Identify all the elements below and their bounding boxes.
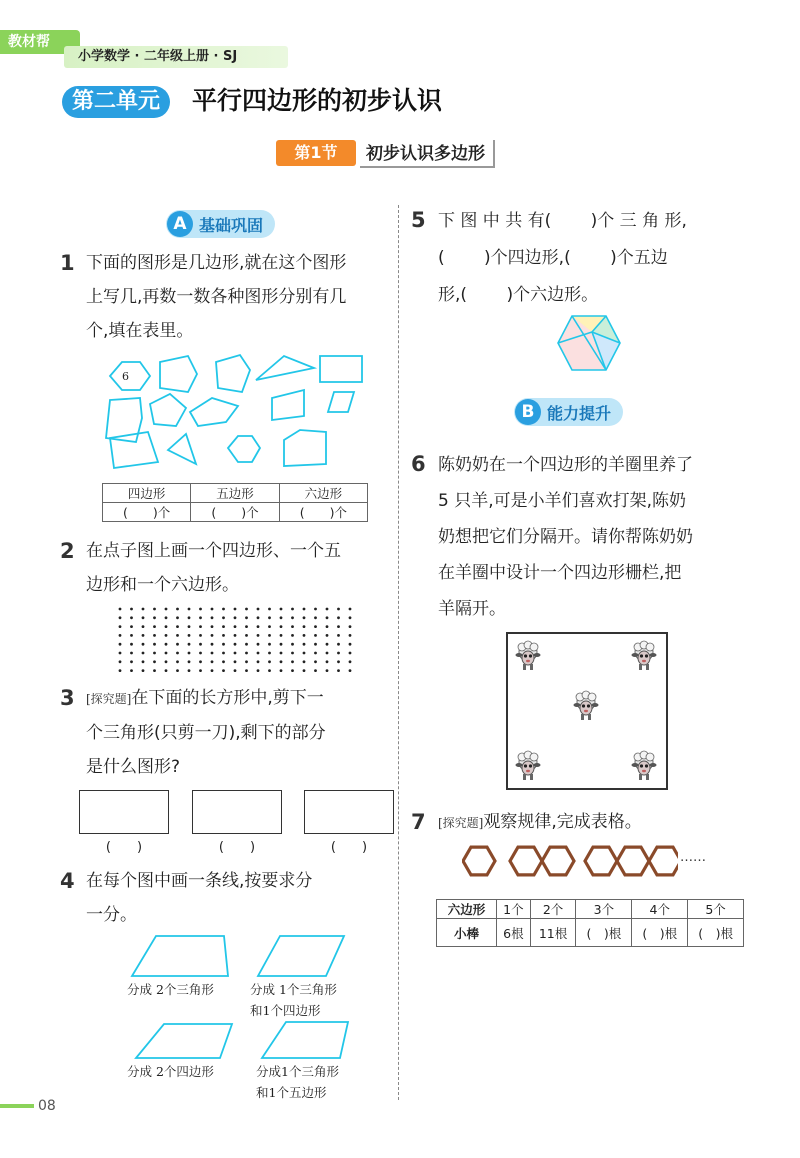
- grid-dot: [176, 652, 179, 655]
- grid-dot: [222, 625, 225, 628]
- grid-dot: [349, 608, 352, 611]
- grid-dot: [349, 616, 352, 619]
- grid-dot: [130, 625, 133, 628]
- q6-line-3: 奶想把它们分隔开。请你帮陈奶奶: [438, 527, 693, 547]
- q1-answer-table: [102, 483, 368, 522]
- q4-trapezoid: [132, 936, 228, 976]
- grid-dot: [211, 660, 214, 663]
- grid-dot: [314, 652, 317, 655]
- stick-hexagon-group-1: [463, 847, 495, 875]
- grid-dot: [199, 643, 202, 646]
- grid-dot: [153, 625, 156, 628]
- grid-dot: [257, 608, 260, 611]
- q4-caption-3: [127, 1061, 214, 1082]
- q4-cap4-line1: 分成1个三角形: [256, 1064, 339, 1079]
- grid-dot: [176, 625, 179, 628]
- q7-row1-cell: 2个: [530, 900, 576, 919]
- q3-line-2: 个三角形(只剪一刀),剩下的部分: [86, 723, 326, 743]
- grid-dot: [268, 643, 271, 646]
- grid-dot: [337, 608, 340, 611]
- q3-line-1: 在下面的长方形中,剪下一: [131, 688, 324, 708]
- grid-dot: [176, 660, 179, 663]
- grid-dot: [119, 634, 122, 637]
- grid-dot: [349, 625, 352, 628]
- part-a-letter: A: [167, 211, 193, 237]
- polygon-5: [320, 356, 362, 382]
- grid-dot: [234, 652, 237, 655]
- grid-dot: [211, 608, 214, 611]
- q4-line-1: 在每个图中画一条线,按要求分: [86, 871, 313, 891]
- polygon-10: [328, 392, 354, 412]
- grid-dot: [291, 660, 294, 663]
- grid-dot: [188, 608, 191, 611]
- grid-dot: [245, 652, 248, 655]
- grid-dot: [257, 652, 260, 655]
- column-divider: [398, 205, 399, 1100]
- example-label: 6: [122, 370, 129, 383]
- grid-dot: [153, 652, 156, 655]
- grid-dot: [234, 643, 237, 646]
- grid-dot: [119, 660, 122, 663]
- grid-dot: [291, 608, 294, 611]
- grid-dot: [130, 652, 133, 655]
- q6-line-2: 5 只羊,可是小羊们喜欢打架,陈奶: [438, 491, 687, 511]
- q1-polygons: [100, 350, 380, 475]
- stick-hexagon-group-3: [649, 847, 678, 875]
- grid-dot: [153, 608, 156, 611]
- grid-dot: [153, 634, 156, 637]
- grid-dot: [176, 643, 179, 646]
- grid-dot: [222, 616, 225, 619]
- grid-dot: [199, 616, 202, 619]
- grid-dot: [142, 669, 145, 672]
- q1-header-penta: 五边形: [191, 484, 279, 503]
- q7-tag: [探究题]: [438, 816, 484, 830]
- grid-dot: [326, 652, 329, 655]
- grid-dot: [257, 643, 260, 646]
- grid-dot: [337, 643, 340, 646]
- q1-line-2: 上写几,再数一数各种图形分别有几: [86, 287, 347, 307]
- polygon-12: [168, 434, 196, 464]
- question-5-text: [438, 203, 687, 314]
- grid-dot: [222, 608, 225, 611]
- grid-dot: [153, 660, 156, 663]
- q4-cap2-line2: 和1个四边形: [250, 1003, 321, 1018]
- grid-dot: [303, 660, 306, 663]
- grid-dot: [188, 634, 191, 637]
- stick-hexagon-group-3: [585, 847, 617, 875]
- grid-dot: [176, 616, 179, 619]
- grid-dot: [268, 634, 271, 637]
- polygon-13: [228, 436, 260, 462]
- q7-row1-header: 六边形: [437, 900, 497, 919]
- polygon-8: [190, 398, 238, 426]
- grid-dot: [153, 669, 156, 672]
- q3-caption-3: ( ): [330, 840, 368, 855]
- q7-line-1: 观察规律,完成表格。: [483, 812, 642, 832]
- grid-dot: [142, 660, 145, 663]
- grid-dot: [291, 634, 294, 637]
- q3-tag: [探究题]: [86, 692, 132, 706]
- grid-dot: [188, 643, 191, 646]
- grid-dot: [211, 625, 214, 628]
- grid-dot: [303, 643, 306, 646]
- q4-cap3-line1: 分成 2个四边形: [127, 1064, 214, 1079]
- grid-dot: [142, 634, 145, 637]
- grid-dot: [303, 669, 306, 672]
- grid-dot: [142, 625, 145, 628]
- polygon-3: [216, 355, 250, 392]
- grid-dot: [337, 616, 340, 619]
- grid-dot: [280, 616, 283, 619]
- grid-dot: [280, 643, 283, 646]
- question-6-text: [438, 447, 693, 627]
- grid-dot: [222, 643, 225, 646]
- question-1-text: [86, 246, 346, 348]
- grid-dot: [257, 616, 260, 619]
- q7-row2-answer[interactable]: ( )根: [688, 919, 744, 947]
- grid-dot: [257, 625, 260, 628]
- q4-cap1-line1: 分成 2个三角形: [127, 982, 214, 997]
- grid-dot: [188, 660, 191, 663]
- grid-dot: [222, 660, 225, 663]
- q4-parallelogram-3: [262, 1022, 348, 1058]
- grid-dot: [268, 652, 271, 655]
- grid-dot: [211, 616, 214, 619]
- q1-answer-hexa[interactable]: ( )个: [279, 503, 367, 522]
- grid-dot: [337, 652, 340, 655]
- polygon-9: [272, 390, 304, 420]
- grid-dot: [188, 652, 191, 655]
- q5-line-1: 下 图 中 共 有( )个 三 角 形,: [438, 211, 687, 231]
- grid-dot: [234, 669, 237, 672]
- unit-title: 平行四边形的初步认识: [192, 86, 443, 115]
- grid-dot: [234, 608, 237, 611]
- hexagon-example: [110, 362, 150, 390]
- grid-dot: [337, 669, 340, 672]
- grid-dot: [314, 660, 317, 663]
- grid-dot: [245, 625, 248, 628]
- grid-dot: [153, 643, 156, 646]
- grid-dot: [337, 625, 340, 628]
- grid-dot: [257, 660, 260, 663]
- grid-dot: [165, 608, 168, 611]
- grid-dot: [211, 634, 214, 637]
- grid-dot: [268, 608, 271, 611]
- grid-dot: [314, 669, 317, 672]
- question-3-text: [86, 681, 326, 784]
- grid-dot: [130, 643, 133, 646]
- grid-dot: [245, 669, 248, 672]
- q4-parallelogram-2: [136, 1024, 232, 1058]
- grid-dot: [165, 634, 168, 637]
- grid-dot: [314, 634, 317, 637]
- grid-dot: [211, 669, 214, 672]
- question-2-number: 2: [60, 539, 75, 563]
- q7-row1-cell: 3个: [576, 900, 632, 919]
- grid-dot: [291, 643, 294, 646]
- grid-dot: [142, 652, 145, 655]
- section-badge: 第1节: [276, 140, 356, 166]
- q1-line-3: 个,填在表里。: [86, 321, 194, 341]
- q4-caption-1: [127, 979, 214, 1000]
- stick-hexagon-group-3: [617, 847, 649, 875]
- grid-dot: [314, 608, 317, 611]
- page-number-bar: [0, 1104, 34, 1108]
- grid-dot: [188, 669, 191, 672]
- q7-row2-answer[interactable]: ( )根: [576, 919, 632, 947]
- q1-answer-quad[interactable]: ( )个: [103, 503, 191, 522]
- grid-dot: [142, 608, 145, 611]
- grid-dot: [222, 634, 225, 637]
- grid-dot: [326, 660, 329, 663]
- grid-dot: [326, 625, 329, 628]
- grid-dot: [303, 634, 306, 637]
- q2-line-1: 在点子图上画一个四边形、一个五: [86, 541, 341, 561]
- q6-line-4: 在羊圈中设计一个四边形栅栏,把: [438, 563, 682, 583]
- part-b-title: 能力提升: [547, 403, 612, 423]
- grid-dot: [165, 660, 168, 663]
- grid-dot: [349, 643, 352, 646]
- grid-dot: [222, 669, 225, 672]
- grid-dot: [245, 616, 248, 619]
- grid-dot: [199, 634, 202, 637]
- grid-dot: [337, 660, 340, 663]
- grid-dot: [165, 643, 168, 646]
- grid-dot: [176, 634, 179, 637]
- grid-dot: [188, 625, 191, 628]
- grid-dot: [165, 625, 168, 628]
- q5-line-2: ( )个四边形,( )个五边: [438, 248, 668, 268]
- grid-dot: [199, 608, 202, 611]
- q7-answer-table: [436, 899, 744, 947]
- q7-row2-answer[interactable]: ( )根: [632, 919, 688, 947]
- polygon-7: [150, 394, 186, 426]
- grid-dot: [280, 669, 283, 672]
- part-b-badge: [514, 398, 623, 426]
- grid-dot: [280, 634, 283, 637]
- q4-line-2: 一分。: [86, 905, 137, 925]
- grid-dot: [280, 660, 283, 663]
- grid-dot: [234, 660, 237, 663]
- sheep-pen[interactable]: [506, 632, 668, 790]
- question-2-text: [86, 534, 341, 602]
- grid-dot: [280, 625, 283, 628]
- brand-tag: 教材帮: [0, 30, 80, 54]
- grid-dot: [130, 634, 133, 637]
- grid-dot: [245, 608, 248, 611]
- q4-cap4-line2: 和1个五边形: [256, 1085, 327, 1100]
- q1-answer-penta[interactable]: ( )个: [191, 503, 279, 522]
- question-6-number: 6: [411, 452, 426, 476]
- q3-rectangle-3[interactable]: [304, 790, 394, 834]
- page-number: 08: [38, 1098, 56, 1114]
- grid-dot: [165, 616, 168, 619]
- grid-dot: [119, 669, 122, 672]
- grid-dot: [303, 608, 306, 611]
- grid-dot: [291, 616, 294, 619]
- q5-hexagon-figure: [556, 314, 622, 372]
- grid-dot: [268, 625, 271, 628]
- grid-dot: [119, 616, 122, 619]
- q4-caption-4: [256, 1061, 339, 1103]
- grid-dot: [176, 608, 179, 611]
- grid-dot: [130, 616, 133, 619]
- q3-rectangle-1[interactable]: [79, 790, 169, 834]
- grid-dot: [234, 616, 237, 619]
- q3-rectangle-2[interactable]: [192, 790, 282, 834]
- grid-dot: [257, 634, 260, 637]
- grid-dot: [303, 625, 306, 628]
- grid-dot: [199, 660, 202, 663]
- polygon-2: [160, 356, 197, 392]
- polygon-14: [284, 430, 326, 466]
- q6-line-5: 羊隔开。: [438, 599, 506, 619]
- grid-dot: [130, 660, 133, 663]
- part-a-title: 基础巩固: [199, 215, 264, 235]
- grid-dot: [314, 643, 317, 646]
- grid-dot: [165, 652, 168, 655]
- stick-hexagon-group-2: [542, 847, 574, 875]
- grid-dot: [142, 643, 145, 646]
- grid-dot: [326, 634, 329, 637]
- stick-hexagon-group-2: [510, 847, 542, 875]
- q4-caption-2: [250, 979, 337, 1021]
- q2-line-2: 边形和一个六边形。: [86, 575, 239, 595]
- q3-caption-1: ( ): [105, 840, 143, 855]
- grid-dot: [349, 669, 352, 672]
- grid-dot: [326, 608, 329, 611]
- grid-dot: [303, 652, 306, 655]
- q7-row1-cell: 1个: [497, 900, 530, 919]
- grid-dot: [337, 634, 340, 637]
- grid-dot: [291, 652, 294, 655]
- grid-dot: [245, 660, 248, 663]
- grid-dot: [211, 643, 214, 646]
- grid-dot: [199, 669, 202, 672]
- question-3-number: 3: [60, 686, 75, 710]
- grid-dot: [165, 669, 168, 672]
- part-b-letter: B: [515, 399, 541, 425]
- polygon-4: [256, 356, 314, 380]
- question-4-text: [86, 864, 312, 932]
- dot-grid[interactable]: [116, 605, 360, 675]
- q5-line-3: 形,( )个六边形。: [438, 285, 599, 305]
- part-a-badge: [166, 210, 275, 238]
- grid-dot: [119, 643, 122, 646]
- grid-dot: [349, 660, 352, 663]
- question-7-number: 7: [411, 810, 426, 834]
- grid-dot: [130, 608, 133, 611]
- hexagon-stick-pattern: [462, 843, 678, 879]
- question-7-text: [438, 805, 642, 840]
- grid-dot: [303, 616, 306, 619]
- grid-dot: [119, 608, 122, 611]
- grid-dot: [130, 669, 133, 672]
- q1-line-1: 下面的图形是几边形,就在这个图形: [86, 253, 347, 273]
- q6-line-1: 陈奶奶在一个四边形的羊圈里养了: [438, 455, 693, 475]
- q7-row1-cell: 5个: [688, 900, 744, 919]
- grid-dot: [280, 608, 283, 611]
- grid-dot: [349, 634, 352, 637]
- grid-dot: [142, 616, 145, 619]
- q3-caption-2: ( ): [218, 840, 256, 855]
- unit-badge: 第二单元: [62, 86, 170, 118]
- grid-dot: [257, 669, 260, 672]
- q7-ellipsis: ……: [680, 850, 706, 865]
- q7-row2-cell: 11根: [530, 919, 576, 947]
- grid-dot: [314, 616, 317, 619]
- q7-row2-cell: 6根: [497, 919, 530, 947]
- grid-dot: [291, 625, 294, 628]
- grid-dot: [326, 616, 329, 619]
- question-4-number: 4: [60, 869, 75, 893]
- question-1-number: 1: [60, 251, 75, 275]
- grid-dot: [119, 652, 122, 655]
- grid-dot: [326, 643, 329, 646]
- grid-dot: [199, 652, 202, 655]
- grid-dot: [234, 634, 237, 637]
- grid-dot: [268, 616, 271, 619]
- grid-dot: [199, 625, 202, 628]
- q4-parallelogram-1: [258, 936, 344, 976]
- grid-dot: [314, 625, 317, 628]
- grid-dot: [245, 643, 248, 646]
- grid-dot: [245, 634, 248, 637]
- book-subtitle: 小学数学 · 二年级上册 · SJ: [64, 46, 288, 68]
- q1-header-quad: 四边形: [103, 484, 191, 503]
- grid-dot: [349, 652, 352, 655]
- q3-line-3: 是什么图形?: [86, 757, 181, 777]
- grid-dot: [326, 669, 329, 672]
- grid-dot: [268, 669, 271, 672]
- grid-dot: [222, 652, 225, 655]
- polygon-11: [110, 432, 158, 468]
- q7-row2-header: 小棒: [437, 919, 497, 947]
- question-5-number: 5: [411, 208, 426, 232]
- grid-dot: [176, 669, 179, 672]
- grid-dot: [234, 625, 237, 628]
- q7-row1-cell: 4个: [632, 900, 688, 919]
- grid-dot: [268, 660, 271, 663]
- grid-dot: [280, 652, 283, 655]
- grid-dot: [291, 669, 294, 672]
- grid-dot: [211, 652, 214, 655]
- grid-dot: [119, 625, 122, 628]
- q1-header-hexa: 六边形: [279, 484, 367, 503]
- grid-dot: [188, 616, 191, 619]
- section-title: 初步认识多边形: [360, 140, 495, 168]
- q4-cap2-line1: 分成 1个三角形: [250, 982, 337, 997]
- grid-dot: [153, 616, 156, 619]
